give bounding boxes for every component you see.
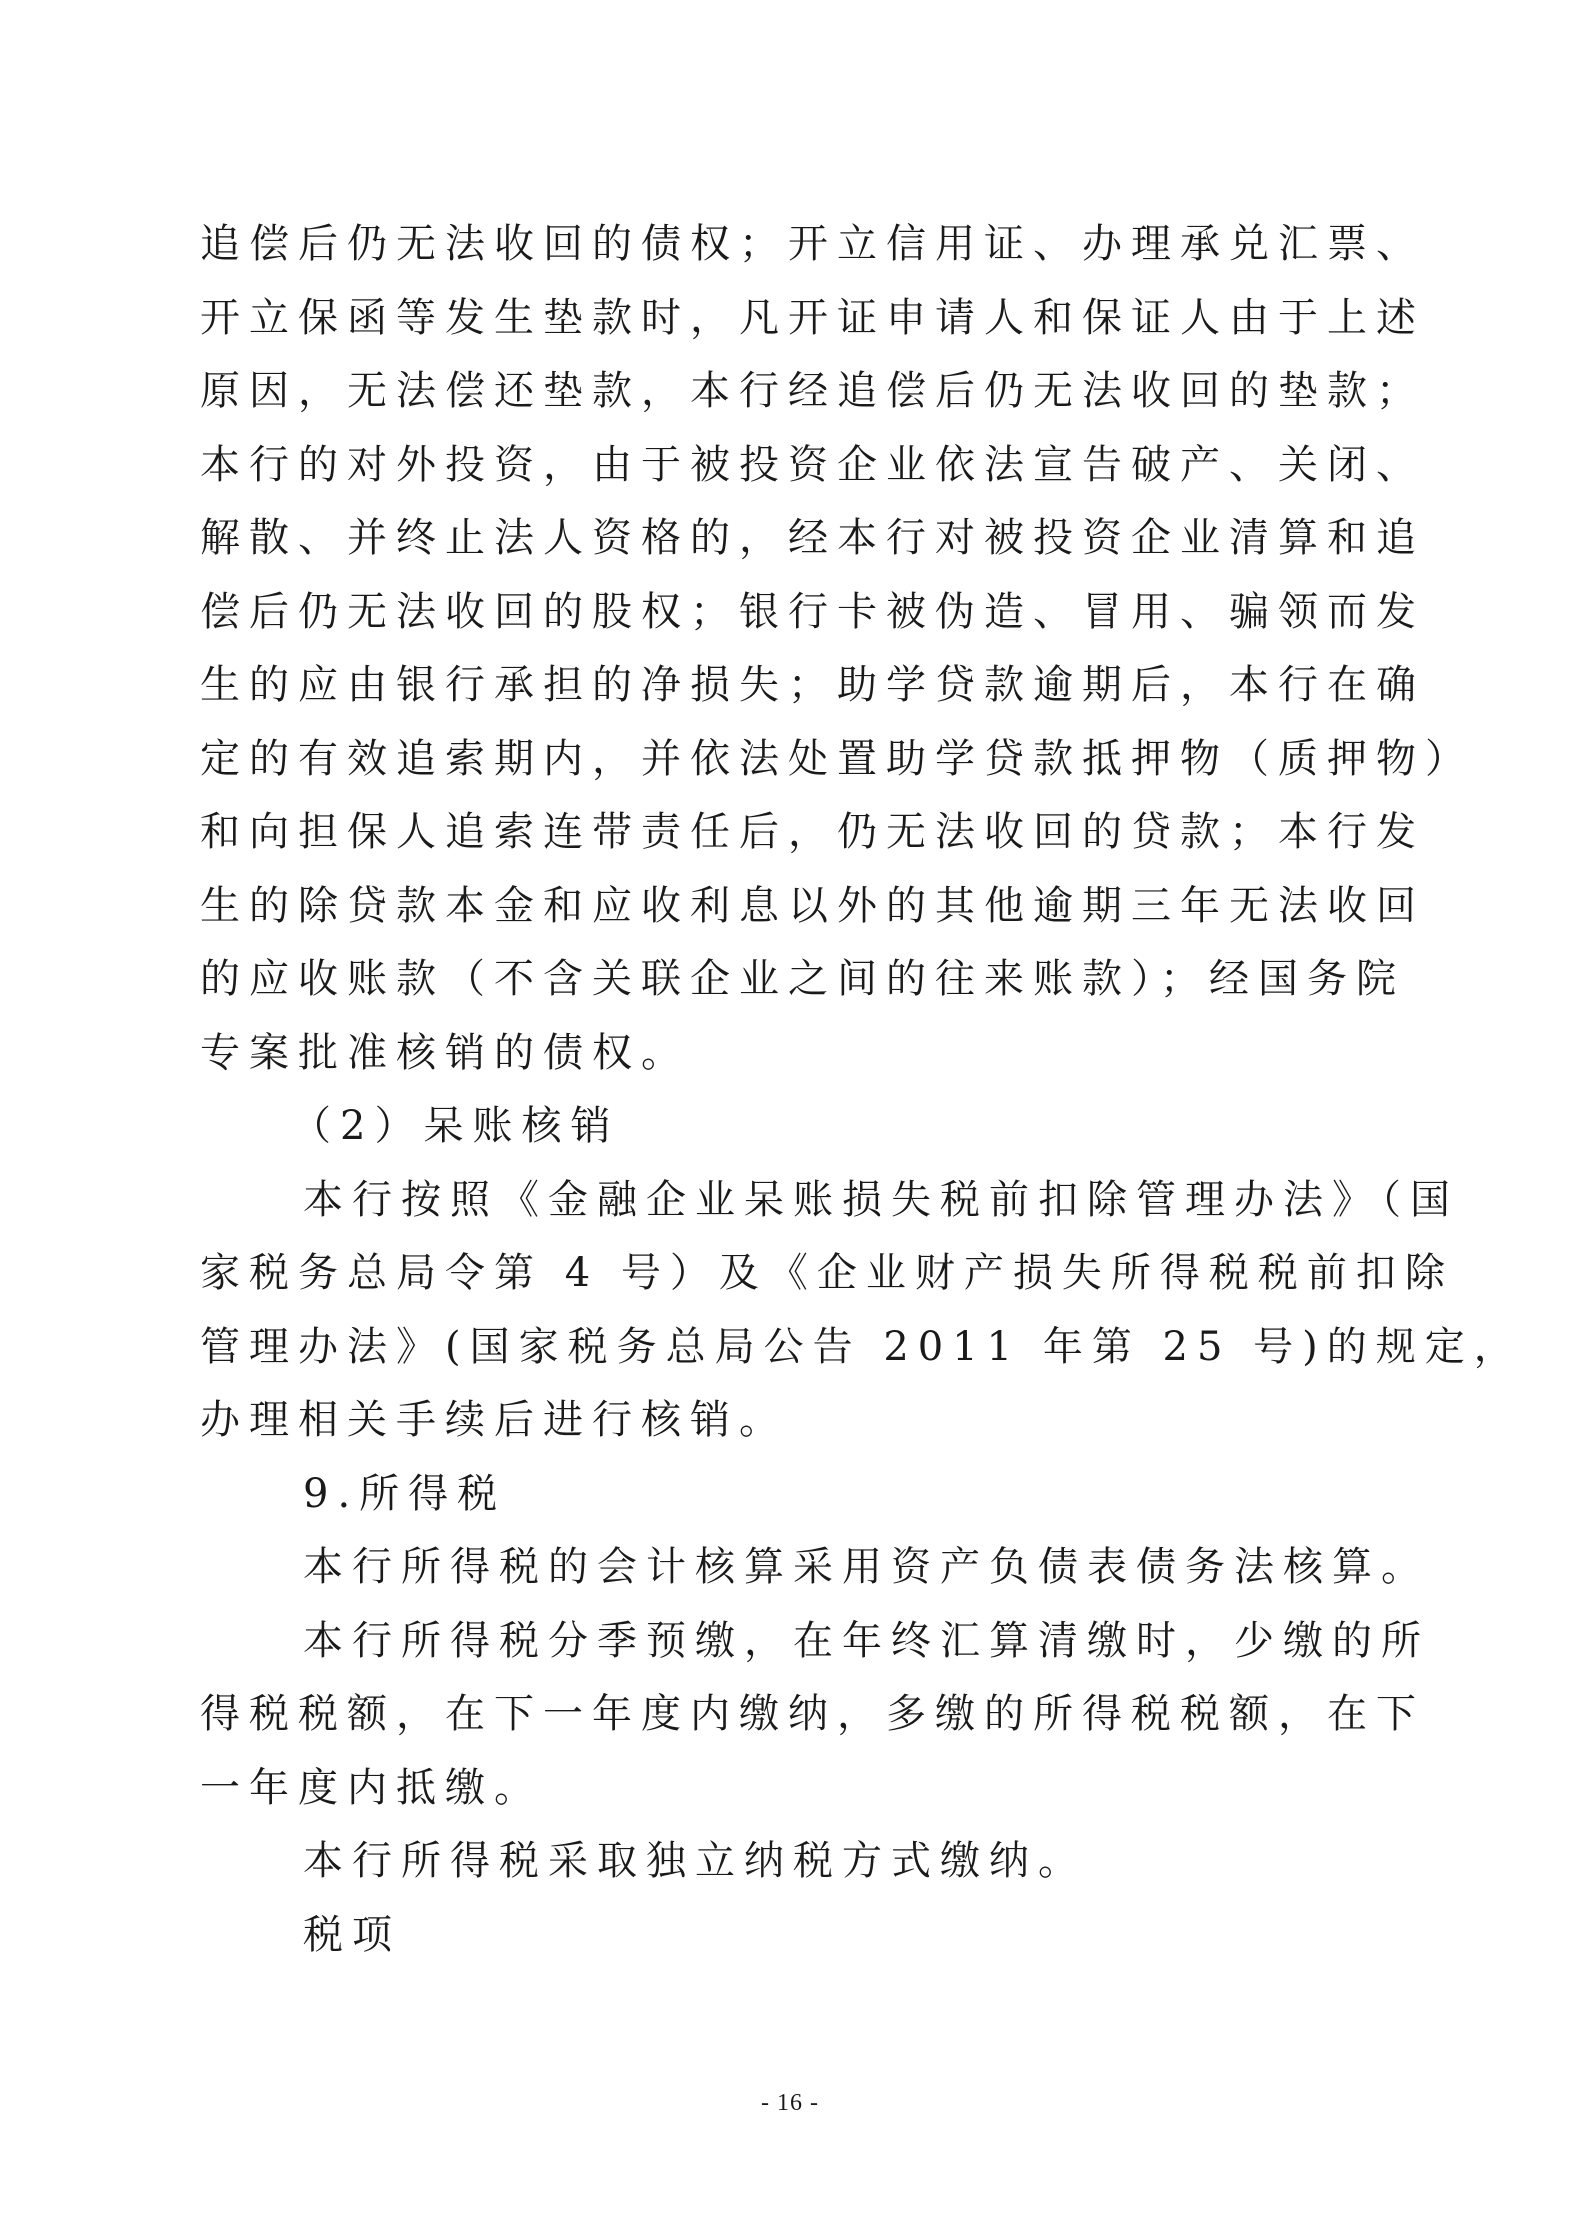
section-heading-bad-debt-writeoff: （2）呆账核销 [291, 1103, 620, 1149]
text-line: 偿后仍无法收回的股权；银行卡被伪造、冒用、骗领而发 [200, 588, 1425, 635]
text-line: 的应收账款（不含关联企业之间的往来账款）；经国务院 [200, 956, 1405, 1002]
text-line: 一年度内抵缴。 [200, 1764, 543, 1811]
text-line: 和向担保人追索连带责任后，仍无法收回的贷款；本行发 [200, 809, 1425, 855]
text-line: 得税税额，在下一年度内缴纳，多缴的所得税税额，在下 [200, 1691, 1425, 1737]
text-line: 管理办法》(国家税务总局公告 2011 年第 25 号)的规定， [200, 1323, 1523, 1370]
text-line: 生的除贷款本金和应收利息以外的其他逾期三年无法收回 [200, 882, 1425, 929]
text-line: 开立保函等发生垫款时，凡开证申请人和保证人由于上述 [200, 294, 1425, 341]
text-line: 定的有效追索期内，并依法处置助学贷款抵押物（质押物） [200, 735, 1474, 782]
text-line: 本行所得税的会计核算采用资产负债表债务法核算。 [303, 1544, 1430, 1590]
section-heading-tax-items: 税项 [303, 1911, 401, 1958]
section-heading-income-tax: 9.所得税 [303, 1470, 507, 1517]
text-line: 专案批准核销的债权。 [200, 1029, 690, 1076]
text-line: 追偿后仍无法收回的债权；开立信用证、办理承兑汇票、 [200, 221, 1425, 267]
text-line: 办理相关手续后进行核销。 [200, 1397, 788, 1443]
body-text [200, 208, 1523, 1972]
text-line: 生的应由银行承担的净损失；助学贷款逾期后，本行在确 [200, 662, 1425, 708]
text-line: 本行的对外投资，由于被投资企业依法宣告破产、关闭、 [200, 441, 1425, 488]
text-line: 本行所得税分季预缴，在年终汇算清缴时，少缴的所 [303, 1617, 1430, 1664]
text-line: 解散、并终止法人资格的，经本行对被投资企业清算和追 [200, 515, 1425, 561]
text-line: 本行所得税采取独立纳税方式缴纳。 [303, 1838, 1087, 1884]
page-number: - 16 - [761, 2090, 819, 2116]
text-line: 原因，无法偿还垫款，本行经追偿后仍无法收回的垫款； [200, 368, 1425, 414]
text-line: 家税务总局令第 4 号）及《企业财产损失所得税税前扣除 [200, 1250, 1454, 1296]
text-line: 本行按照《金融企业呆账损失税前扣除管理办法》（国 [303, 1176, 1459, 1223]
